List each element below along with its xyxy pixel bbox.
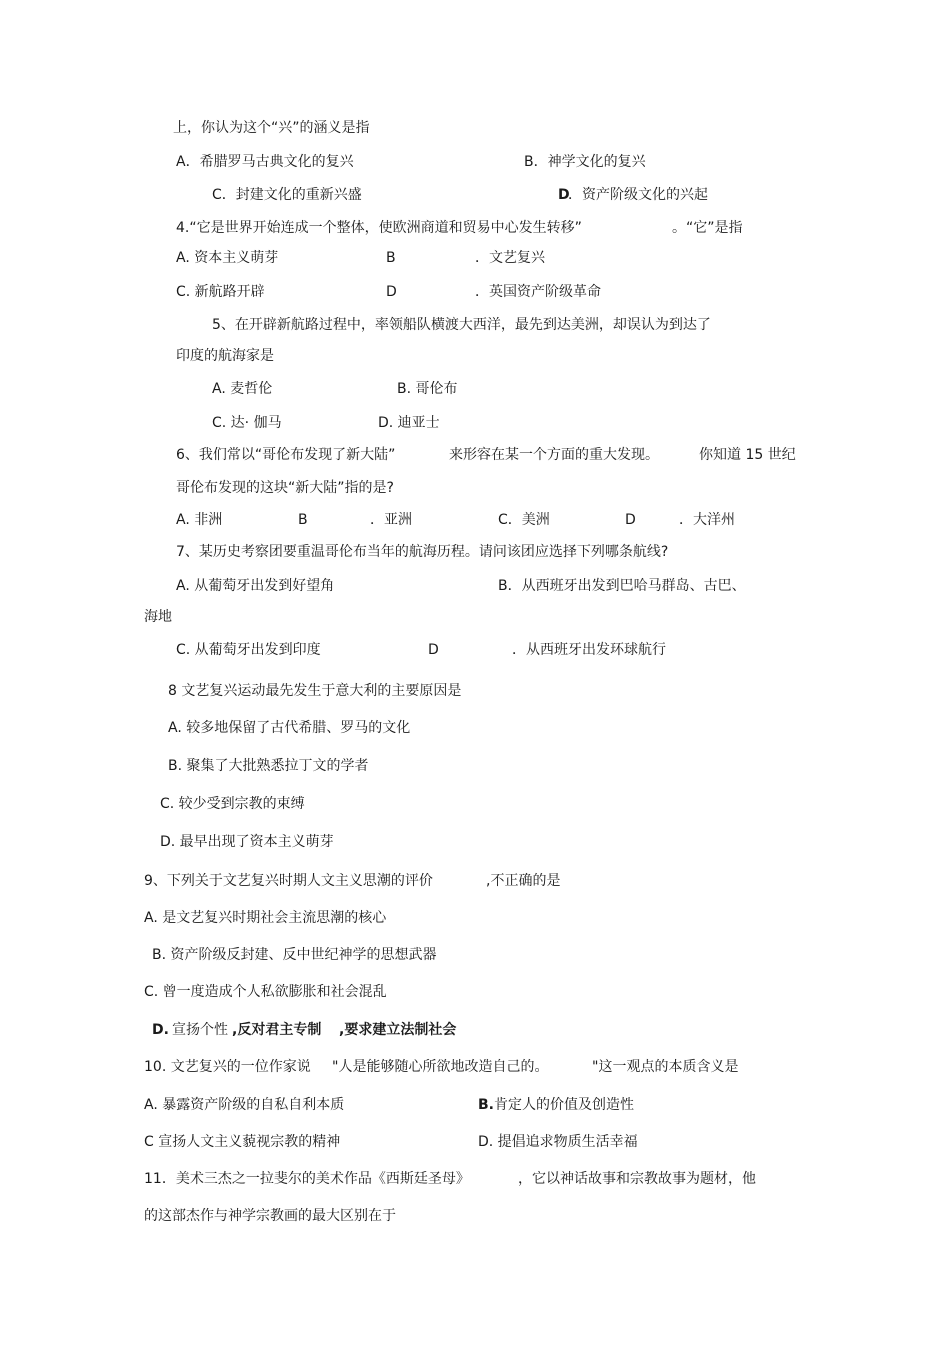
q9-stem-end: ,不正确的是 [486, 873, 561, 889]
q7-stem: 7、某历史考察团要重温哥伦布当年的航海历程。请问该团应选择下列哪条航线? [176, 544, 669, 560]
q8-option-d: D. 最早出现了资本主义萌芽 [160, 834, 334, 850]
q9-option-d-label: D. [152, 1022, 169, 1038]
q8-option-b: B. 聚集了大批熟悉拉丁文的学者 [168, 758, 369, 774]
q9-option-c: C. 曾一度造成个人私欲膨胀和社会混乱 [144, 984, 387, 1000]
q10-quote: "人是能够随心所欲地改造自己的。 [332, 1059, 549, 1075]
q8-option-a: A. 较多地保留了古代希腊、罗马的文化 [168, 720, 411, 736]
q4-option-d: ．英国资产阶级革命 [475, 284, 601, 300]
q5-option-c: C. 达· 伽马 [212, 415, 282, 431]
q3-option-b: B．神学文化的复兴 [524, 154, 646, 170]
q9-option-b: B. 资产阶级反封建、反中世纪神学的思想武器 [152, 947, 437, 963]
q9-option-a: A. 是文艺复兴时期社会主流思潮的核心 [144, 910, 387, 926]
q6-option-d: ．大洋州 [679, 512, 735, 528]
q5-option-d: D. 迪亚士 [378, 415, 440, 431]
q10-option-b: 肯定人的价值及创造性 [494, 1097, 634, 1113]
q6-option-d-label: D [625, 512, 636, 528]
q3-option-c: C．封建文化的重新兴盛 [212, 187, 362, 203]
q4-option-a: A. 资本主义萌芽 [176, 250, 279, 266]
q6-option-b: ．亚洲 [370, 512, 412, 528]
q8-option-c: C. 较少受到宗教的束缚 [160, 796, 305, 812]
q11-stem-end: ，它以神话故事和宗教故事为题材，他 [518, 1171, 756, 1187]
q10-stem: 10. 文艺复兴的一位作家说 [144, 1059, 311, 1075]
q4-stem-end: 。“它”是指 [672, 220, 743, 236]
q4-option-b-label: B [386, 250, 396, 266]
q6-option-b-label: B [298, 512, 308, 528]
q4-stem: 4.“它是世界开始连成一个整体，使欧洲商道和贸易中心发生转移” [176, 220, 582, 236]
q4-option-d-label: D [386, 284, 397, 300]
q7-option-c: C. 从葡萄牙出发到印度 [176, 642, 321, 658]
q10-option-a: A. 暴露资产阶级的自私自利本质 [144, 1097, 345, 1113]
q10-option-b-label: B. [478, 1097, 494, 1113]
q7-option-d-label: D [428, 642, 439, 658]
q7-option-d: ．从西班牙出发环球航行 [512, 642, 666, 658]
q5-stem-continuation: 印度的航海家是 [176, 348, 274, 364]
q9-stem: 9、下列关于文艺复兴时期人文主义思潮的评价 [144, 873, 433, 889]
q4-option-c: C. 新航路开辟 [176, 284, 265, 300]
q6-stem-middle: 来形容在某一个方面的重大发现。 [449, 447, 659, 463]
q9-option-d-part2: ,反对君主专制 [232, 1022, 322, 1038]
q5-option-b: B. 哥伦布 [397, 381, 458, 397]
q11-stem-continuation: 的这部杰作与神学宗教画的最大区别在于 [144, 1208, 396, 1224]
q10-option-d: D. 提倡追求物质生活幸福 [478, 1134, 638, 1150]
q6-option-a: A. 非洲 [176, 512, 223, 528]
q6-stem: 6、我们常以“哥伦布发现了新大陆” [176, 447, 396, 463]
q7-option-a: A. 从葡萄牙出发到好望角 [176, 578, 335, 594]
q11-stem: 11．美术三杰之一拉斐尔的美术作品《西斯廷圣母》 [144, 1171, 470, 1187]
q6-stem-end: 你知道 15 世纪 [699, 447, 796, 463]
q9-option-d-part3: ,要求建立法制社会 [339, 1022, 457, 1038]
q8-stem: 8 文艺复兴运动最先发生于意大利的主要原因是 [168, 683, 462, 699]
q7-option-b-continuation: 海地 [144, 609, 172, 625]
q3-option-d: ．资产阶级文化的兴起 [568, 187, 708, 203]
q5-stem: 5、在开辟新航路过程中，率领船队横渡大西洋，最先到达美洲，却误认为到达了 [212, 317, 711, 333]
q4-option-b: ．文艺复兴 [475, 250, 545, 266]
q6-option-c: C．美洲 [498, 512, 550, 528]
q3-option-a: A．希腊罗马古典文化的复兴 [176, 154, 354, 170]
q9-option-d: 宣扬个性 [172, 1022, 228, 1038]
q5-option-a: A. 麦哲伦 [212, 381, 273, 397]
q7-option-b: B．从西班牙出发到巴哈马群岛、古巴、 [498, 578, 746, 594]
q10-option-c: C 宣扬人文主义藐视宗教的精神 [144, 1134, 341, 1150]
q3-stem-continuation: 上，你认为这个“兴”的涵义是指 [173, 120, 370, 136]
q10-stem-end: "这一观点的本质含义是 [592, 1059, 739, 1075]
q6-stem-continuation: 哥伦布发现的这块“新大陆”指的是? [176, 480, 394, 496]
q3-option-d-label: D [558, 187, 570, 203]
